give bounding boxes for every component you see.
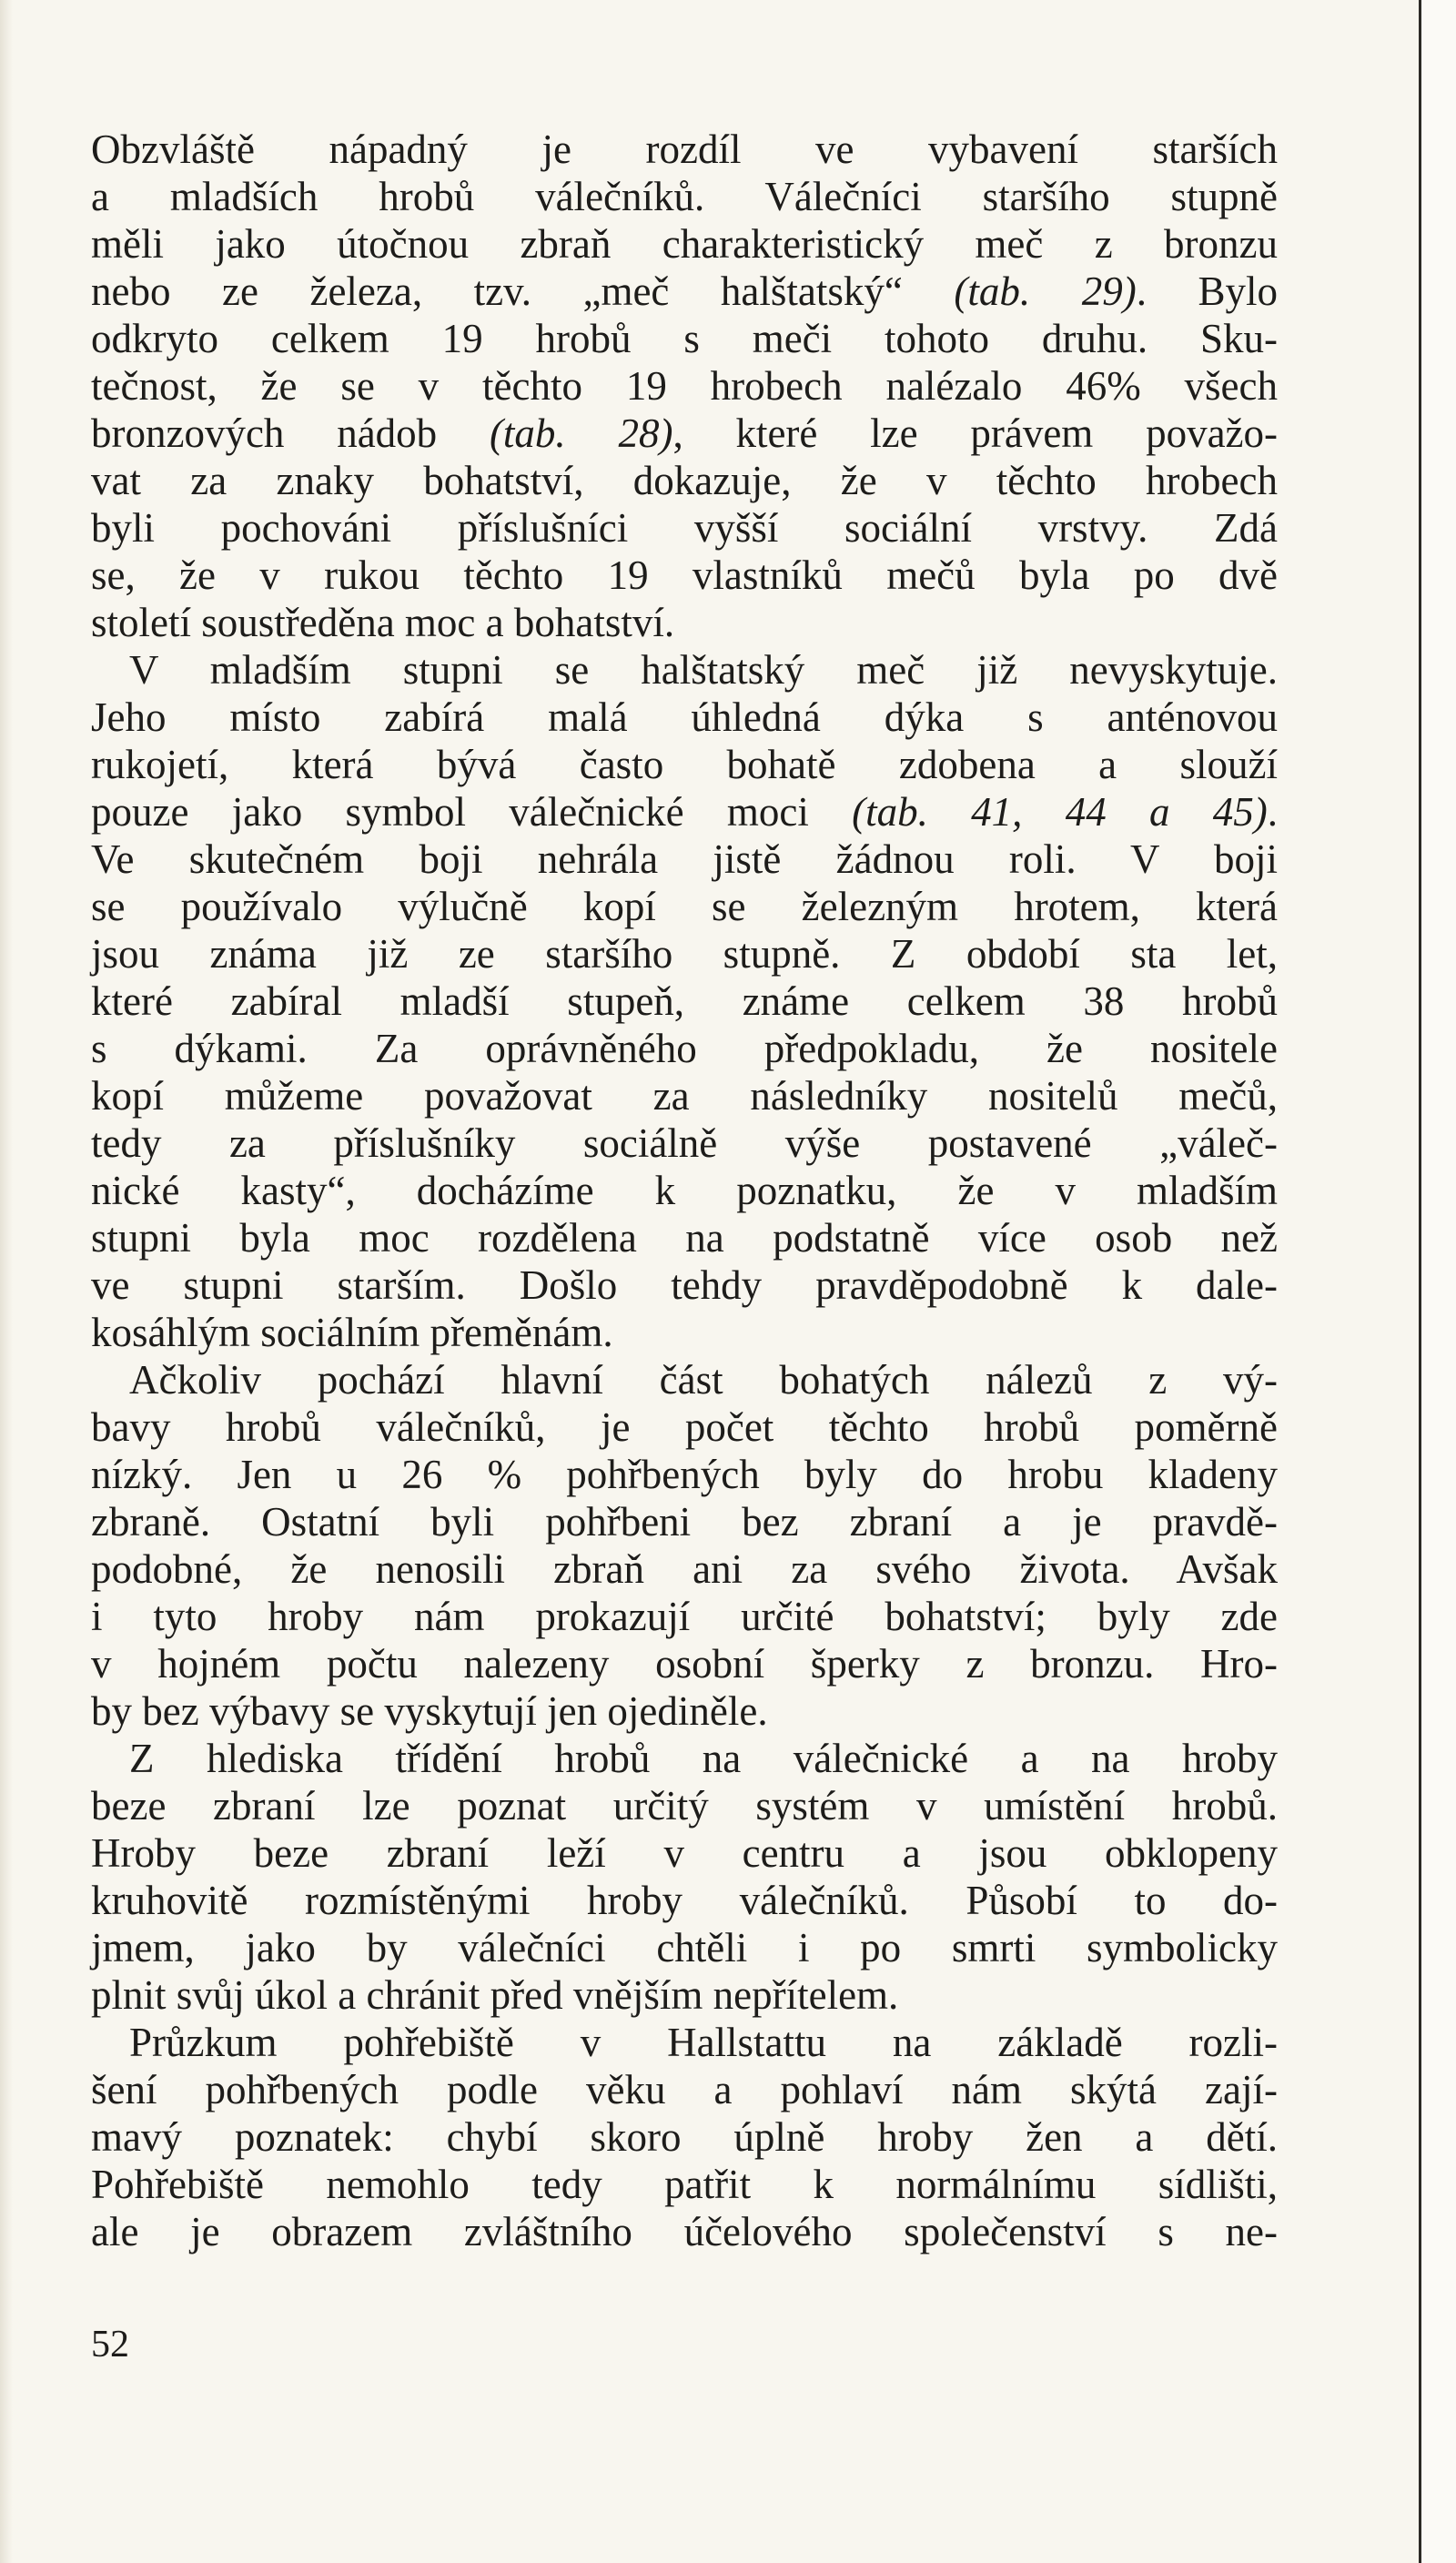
text-line: bavy hrobů válečníků, je počet těchto hrobů poměrně bbox=[91, 1404, 1278, 1450]
text-line: se, že v rukou těchto 19 vlastníků mečů byla po dvě bbox=[91, 552, 1278, 598]
table-reference: (tab. 29) bbox=[954, 268, 1137, 314]
table-reference: (tab. 41, 44 a 45) bbox=[852, 789, 1268, 835]
text-line: byli pochováni příslušníci vyšší sociální vrstvy. Zdá bbox=[91, 505, 1278, 551]
page-gutter-shadow bbox=[0, 0, 13, 2563]
text-line: kosáhlým sociálním přeměnám. bbox=[91, 1310, 613, 1355]
page-outer-margin bbox=[1421, 0, 1456, 2563]
text-line: stupni byla moc rozdělena na podstatně více osob než bbox=[91, 1215, 1278, 1261]
text-line: tedy za příslušníky sociálně výše postavené „váleč- bbox=[91, 1120, 1278, 1166]
text-line: jmem, jako by válečníci chtěli i po smrti symbolicky bbox=[91, 1925, 1278, 1970]
text-line: podobné, že nenosili zbraň ani za svého života. Avšak bbox=[91, 1546, 1278, 1592]
text-line: Pohřebiště nemohlo tedy patřit k normálnímu sídlišti, bbox=[91, 2162, 1278, 2207]
text-line: měli jako útočnou zbraň charakteristický meč z bronzu bbox=[91, 221, 1278, 267]
text-line: Ve skutečném boji nehrála jistě žádnou roli. V boji bbox=[91, 836, 1278, 882]
text-line: ve stupni starším. Došlo tehdy pravděpodobně k dale- bbox=[91, 1262, 1278, 1308]
text-line: šení pohřbených podle věku a pohlaví nám skýtá zají- bbox=[91, 2067, 1278, 2112]
text-line: Z hlediska třídění hrobů na válečnické a na hroby bbox=[129, 1736, 1278, 1781]
text-line: kruhovitě rozmístěnými hroby válečníků. Působí to do- bbox=[91, 1878, 1278, 1923]
text-line: by bez výbavy se vyskytují jen ojediněle. bbox=[91, 1688, 768, 1734]
text-line: s dýkami. Za oprávněného předpokladu, že nositele bbox=[91, 1026, 1278, 1071]
text-line: kopí můžeme považovat za následníky nositelů mečů, bbox=[91, 1073, 1278, 1119]
paragraph bbox=[91, 126, 1278, 646]
paragraph bbox=[91, 1356, 1278, 1735]
text-line: mavý poznatek: chybí skoro úplně hroby žen a dětí. bbox=[91, 2114, 1278, 2160]
text-line: zbraně. Ostatní byli pohřbeni bez zbraní a je pravdě- bbox=[91, 1499, 1278, 1545]
text-line: ale je obrazem zvláštního účelového společenství s ne- bbox=[91, 2209, 1278, 2254]
text-line: a mladších hrobů válečníků. Válečníci staršího stupně bbox=[91, 174, 1278, 219]
text-line: tečnost, že se v těchto 19 hrobech nalézalo 46% všech bbox=[91, 363, 1278, 409]
text-line: rukojetí, která bývá často bohatě zdobena a slouží bbox=[91, 742, 1278, 787]
table-reference: (tab. 28) bbox=[489, 410, 673, 456]
text-line: Hroby beze zbraní leží v centru a jsou obklopeny bbox=[91, 1830, 1278, 1876]
text-line: Obzvláště nápadný je rozdíl ve vybavení starších bbox=[91, 127, 1278, 172]
text-line: plnit svůj úkol a chránit před vnějším nepřítelem. bbox=[91, 1972, 899, 2018]
text-line: v hojném počtu nalezeny osobní šperky z bronzu. Hro- bbox=[91, 1641, 1278, 1687]
text-line: které zabíral mladší stupeň, známe celkem 38 hrobů bbox=[91, 978, 1278, 1024]
text-line: nické kasty“, docházíme k poznatku, že v mladším bbox=[91, 1168, 1278, 1213]
text-line: Průzkum pohřebiště v Hallstattu na základě rozli- bbox=[129, 2020, 1278, 2065]
text-line: století soustředěna moc a bohatství. bbox=[91, 600, 675, 645]
paragraph bbox=[91, 646, 1278, 1356]
paragraph bbox=[91, 1735, 1278, 2019]
page-edge-line bbox=[1419, 0, 1421, 2563]
text-line: nízký. Jen u 26 % pohřbených byly do hrobu kladeny bbox=[91, 1452, 1278, 1497]
text-line: vat za znaky bohatství, dokazuje, že v těchto hrobech bbox=[91, 458, 1278, 503]
paragraph bbox=[91, 2019, 1278, 2255]
text-line: se používalo výlučně kopí se železným hrotem, která bbox=[91, 884, 1278, 929]
page-number: 52 bbox=[91, 2324, 129, 2365]
body-text bbox=[91, 126, 1278, 2255]
text-line: i tyto hroby nám prokazují určité bohatství; byly zde bbox=[91, 1594, 1278, 1639]
text-line: pouze jako symbol válečnické moci (tab. 41, 44 a 45). bbox=[91, 789, 1278, 835]
text-line: Jeho místo zabírá malá úhledná dýka s anténovou bbox=[91, 694, 1278, 740]
text-line: Ačkoliv pochází hlavní část bohatých nálezů z vý- bbox=[129, 1357, 1278, 1403]
text-line: beze zbraní lze poznat určitý systém v umístění hrobů. bbox=[91, 1783, 1278, 1829]
text-line: odkryto celkem 19 hrobů s meči tohoto druhu. Sku- bbox=[91, 316, 1278, 361]
text-line: bronzových nádob (tab. 28), které lze právem považo- bbox=[91, 410, 1278, 456]
text-line: nebo ze železa, tzv. „meč halštatský“ (tab. 29). Bylo bbox=[91, 268, 1278, 314]
text-line: V mladším stupni se halštatský meč již nevyskytuje. bbox=[129, 647, 1278, 693]
text-line: jsou známa již ze staršího stupně. Z období sta let, bbox=[91, 931, 1278, 977]
